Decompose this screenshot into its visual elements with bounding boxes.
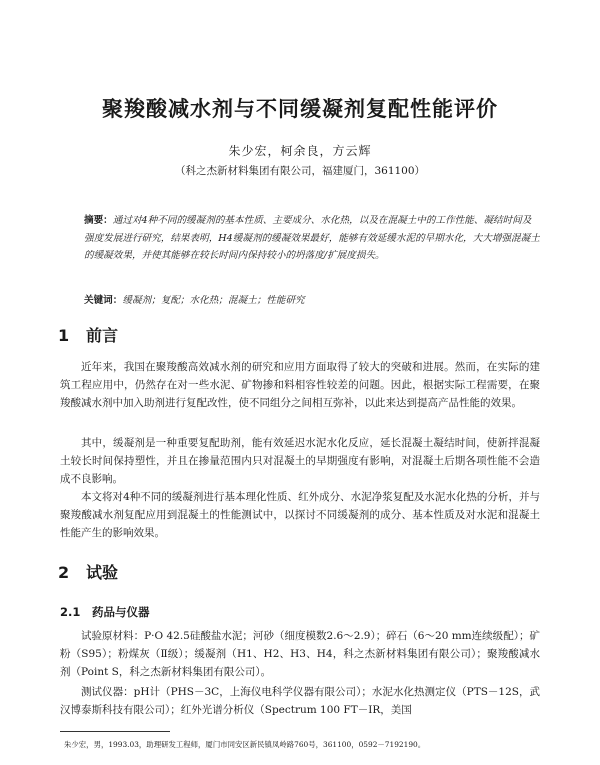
section-1-number: 1 <box>58 326 70 345</box>
keywords-text: 缓凝剂；复配；水化热；混凝土；性能研究 <box>122 295 305 306</box>
section-1-heading <box>58 323 118 346</box>
section-1-paragraph: 其中，缓凝剂是一种重要复配助剂，能有效延迟水泥水化反应，延长混凝土凝结时间，使新拌混凝土较长时间保持塑性，并且在掺量范围内只对混凝土的早期强度有影响，对混凝土后期各项性能不会造成不良影响。 <box>60 437 540 486</box>
affiliation: （科之杰新材料集团有限公司，福建厦门，361100） <box>174 165 426 177</box>
abstract <box>84 212 540 265</box>
keywords <box>84 292 540 306</box>
paper-title: 聚羧酸减水剂与不同缓凝剂复配性能评价 <box>102 97 498 121</box>
author-list: 朱少宏，柯余良，方云辉 <box>228 144 372 158</box>
section-2-paragraph: 试验原材料：P·O 42.5硅酸盐水泥；河砂（细度模数2.6～2.9）；碎石（6～20 mm连续级配）；矿粉（S95）；粉煤灰（Ⅱ级）；缓凝剂（H1、H2、H3、H4，科之杰新材料集团有限公司）；聚羧酸减水剂（Point S，科之杰新材料集团有限公司）。 <box>60 630 540 679</box>
footnote-rule <box>60 731 170 732</box>
section-1-paragraph: 本文将对4种不同的缓凝剂进行基本理化性质、红外成分、水泥净浆复配及水泥水化热的分析，并与聚羧酸减水剂复配应用到混凝土的性能测试中，以探讨不同缓凝剂的成分、基本性质及对水泥和混凝土性能产生的影响效果。 <box>60 491 540 540</box>
subsection-2-1-heading <box>60 604 150 620</box>
author-footnote: 朱少宏，男，1993.03，助理研发工程师，厦门市同安区新民镇凤岭路760号，361100，0592－7192190。 <box>64 740 426 749</box>
section-1-title: 前言 <box>86 326 119 345</box>
abstract-label: 摘要： <box>84 215 113 226</box>
keywords-label: 关键词： <box>84 295 123 306</box>
section-1-paragraph: 近年来，我国在聚羧酸高效减水剂的研究和应用方面取得了较大的突破和进展。然而，在实际的建筑工程应用中，仍然存在对一些水泥、矿物掺和料相容性较差的问题。因此，根据实际工程需要，在聚羧酸减水剂中加入助剂进行复配改性，使不同组分之间相互弥补，以此来达到提高产品性能的效果。 <box>60 361 540 410</box>
section-2-number: 2 <box>58 563 70 582</box>
section-2-heading <box>58 560 118 583</box>
abstract-text: 通过对4种不同的缓凝剂的基本性质、主要成分、水化热，以及在混凝土中的工作性能、凝结时间及强度发展进行研究，结果表明，H4缓凝剂的缓凝效果最好，能够有效延缓水泥的早期水化，大大增强混凝土的缓凝效果，并使其能够在较长时间内保持较小的坍落度/扩展度损失。 <box>84 215 540 261</box>
subsection-2-1-number: 2.1 <box>60 605 81 619</box>
section-2-title: 试验 <box>86 563 119 582</box>
section-2-paragraph: 测试仪器：pH计（PHS－3C，上海仪电科学仪器有限公司）；水泥水化热测定仪（PTS－12S，武汉博泰斯科技有限公司）；红外光谱分析仪（Spectrum 100 FT－IR，美国 <box>60 686 540 717</box>
subsection-2-1-title: 药品与仪器 <box>92 605 150 619</box>
